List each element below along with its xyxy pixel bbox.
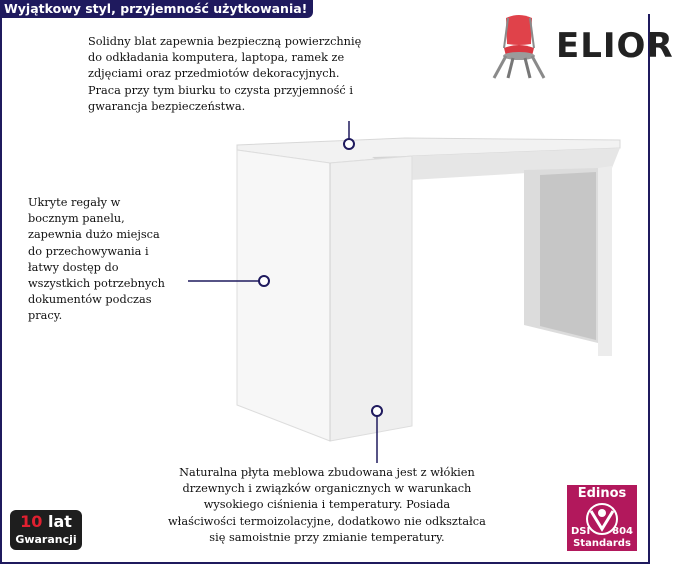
text-line: pracy. [28,309,63,323]
callout-top [344,121,354,149]
warranty-badge [10,510,82,550]
feature-material-text [168,465,486,546]
edinos-certificate-badge [567,485,637,551]
warranty-label: Gwarancji [15,533,77,546]
warranty-number: 10 [20,512,43,531]
warranty-years [10,511,82,533]
text-line: dokumentów podczas [28,293,152,307]
certificate-label: Standards [573,538,631,549]
text-line: do przechowywania i [28,244,149,258]
text-line: gwarancja bezpieczeństwa. [88,99,246,113]
text-line: zdjęciami oraz przedmiotów dekoracyjnych. [88,67,340,81]
text-line: wszystkich potrzebnych [28,277,165,291]
brand-name: ELIOR [556,26,674,66]
certificate-right-code: 804 [612,526,633,537]
text-line: wysokiego ciśnienia i temperatury. Posiada [203,498,451,512]
certificate-left-code: DSI [571,526,591,537]
text-line: Ukryte regały w [28,196,121,209]
feature-desktop-text [88,34,361,115]
text-line: Solidny blat zapewnia bezpieczną powierzchnię [88,35,362,48]
header-title: Wyjątkowy styl, przyjemność użytkowania! [0,0,313,18]
text-line: się samoistnie przy zmianie temperatury. [209,530,445,544]
warranty-unit: lat [47,512,72,531]
certificate-name: Edinos [577,486,627,501]
text-line: łatwy dostęp do [28,260,119,274]
text-line: właściwości termoizolacyjne, dodatkowo nie odkształca [168,514,486,528]
text-line: drzewnych i związków organicznych w warunkach [182,482,472,496]
text-line: do odkładania komputera, laptopa, ramek ze [88,51,345,65]
text-line: zapewnia dużo miejsca [28,228,160,242]
text-line: bocznym panelu, [28,212,125,226]
callout-bottom [372,406,382,463]
text-line: Praca przy tym biurku to czysta przyjemność i [88,83,353,97]
text-line: Naturalna płyta meblowa zbudowana jest z włókien [179,466,475,479]
feature-shelves-text [28,195,165,325]
